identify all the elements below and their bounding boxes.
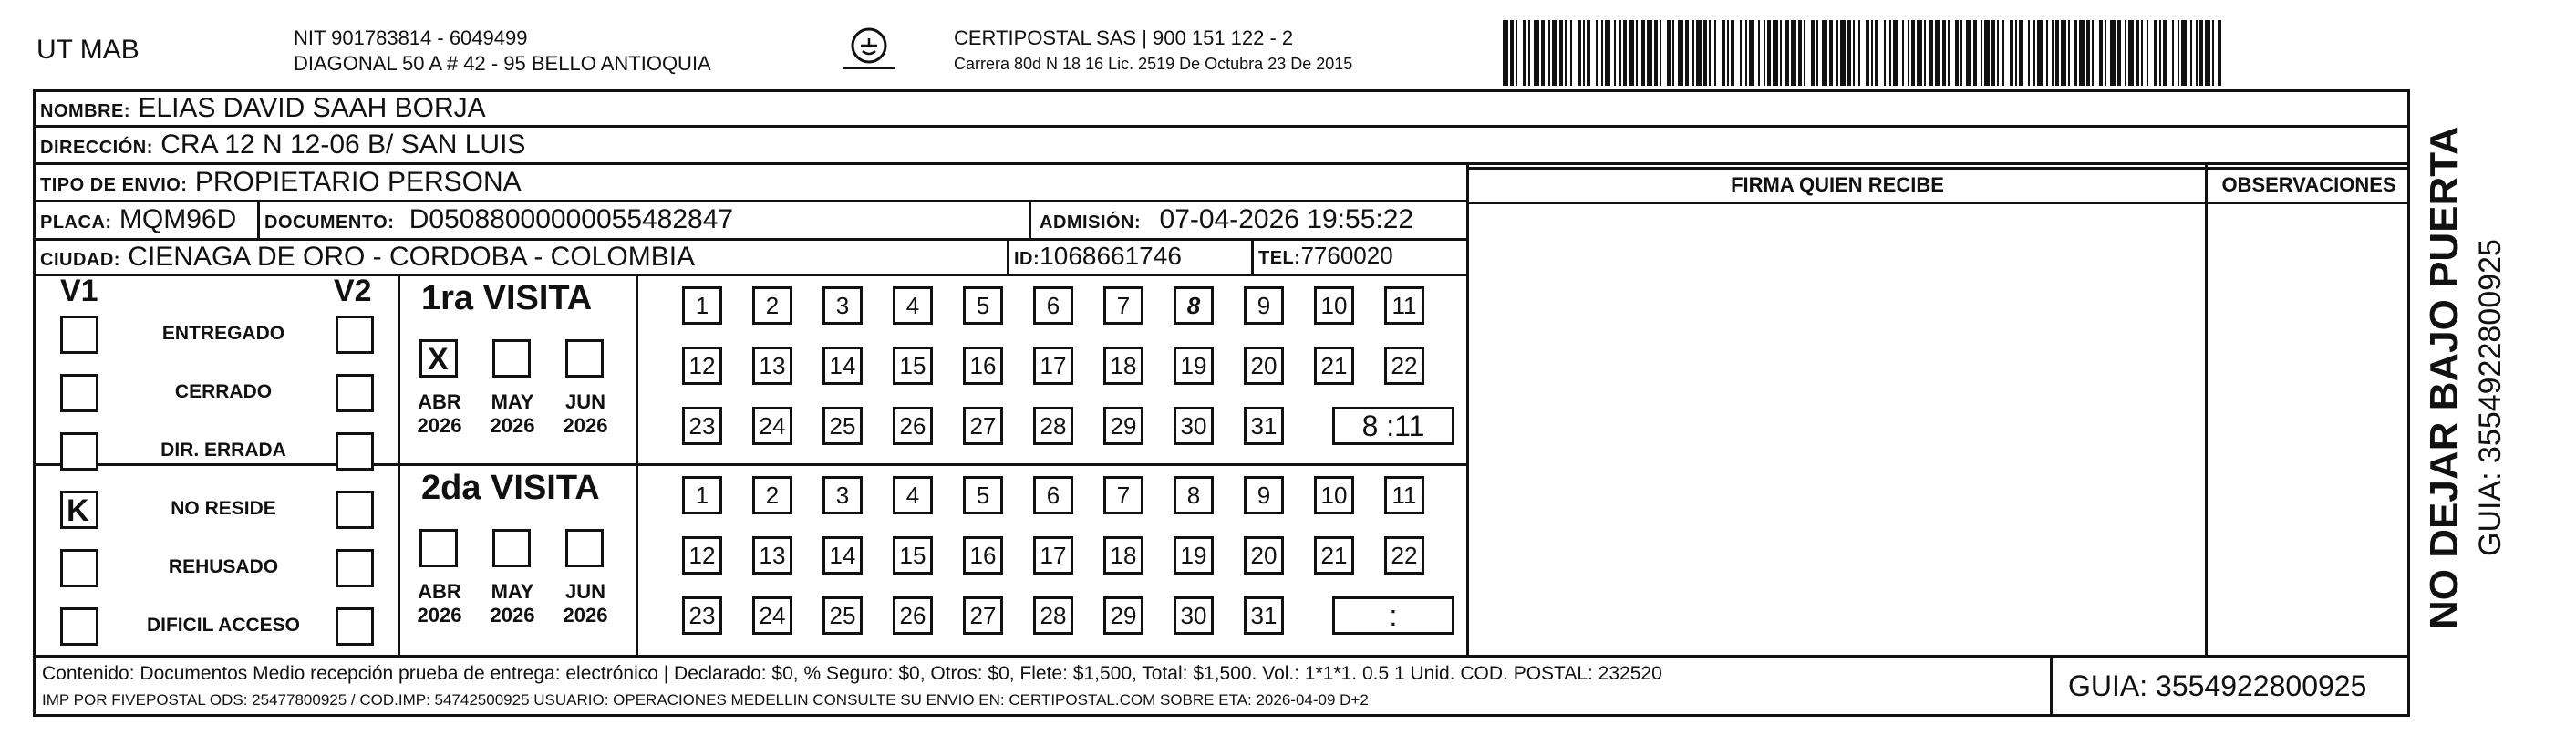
type-row xyxy=(40,167,522,198)
v2-checkbox-5[interactable] xyxy=(336,607,374,646)
name-row xyxy=(40,93,486,124)
plate-label: PLACA: xyxy=(40,212,112,233)
day-box[interactable]: 19 xyxy=(1174,536,1214,575)
day-box[interactable]: 22 xyxy=(1384,536,1424,575)
v1-checkbox-4[interactable] xyxy=(60,549,98,587)
day-box[interactable]: 15 xyxy=(893,347,933,385)
v1-checkbox-3[interactable] xyxy=(60,491,98,529)
id-row xyxy=(1014,242,1182,271)
day-box[interactable]: 13 xyxy=(752,347,792,385)
day-box[interactable]: 5 xyxy=(963,286,1003,325)
day-box[interactable]: 18 xyxy=(1103,347,1143,385)
tel-row xyxy=(1258,242,1393,270)
day-box[interactable]: 28 xyxy=(1033,407,1073,445)
day-box[interactable]: 8 xyxy=(1174,476,1214,514)
day-box[interactable]: 21 xyxy=(1314,536,1354,575)
month-label: ABR 2026 xyxy=(417,390,462,437)
v1-checkbox-0[interactable] xyxy=(60,316,98,354)
day-box[interactable]: 14 xyxy=(822,536,863,575)
month-checkbox[interactable] xyxy=(565,529,604,567)
day-box[interactable]: 1 xyxy=(682,286,722,325)
admission-value: 07-04-2026 19:55:22 xyxy=(1159,204,1414,234)
month-checkbox[interactable] xyxy=(565,339,604,378)
footer-contents: Contenido: Documentos Medio recepción prueba de entrega: electrónico | Declarado: $0, % Seguro: $0, Otros: $0, Flete: $1,500, Total: $1,500. Vol.: 1*1*1. 0.5 1 Unid. COD. POSTAL: 232520 xyxy=(42,663,1662,684)
month-label: MAY 2026 xyxy=(490,390,535,437)
status-label: CERRADO xyxy=(174,381,273,402)
day-box[interactable]: 25 xyxy=(822,407,863,445)
visit-title: 1ra VISITA xyxy=(421,279,593,317)
footer-guia: GUIA: 3554922800925 xyxy=(2068,669,2367,702)
day-box[interactable]: 15 xyxy=(893,536,933,575)
address-label: DIRECCIÓN: xyxy=(40,138,153,158)
month-check-mark: X xyxy=(428,342,449,377)
day-box[interactable]: 2 xyxy=(752,476,792,514)
day-box[interactable]: 17 xyxy=(1033,536,1073,575)
admission-label: ADMISIÓN: xyxy=(1040,212,1142,233)
company-nit: NIT 901783814 - 6049499 xyxy=(294,26,528,49)
day-box[interactable]: 5 xyxy=(963,476,1003,514)
day-box[interactable]: 6 xyxy=(1033,286,1073,325)
address-row xyxy=(40,130,525,161)
status-label: NO RESIDE xyxy=(171,498,276,519)
v1-checkbox-2[interactable] xyxy=(60,432,98,471)
day-box[interactable]: 26 xyxy=(893,407,933,445)
visit-time-box[interactable]: 8 :11 xyxy=(1332,407,1454,445)
day-box[interactable]: 13 xyxy=(752,536,792,575)
document-value: D05088000000055482847 xyxy=(409,204,734,234)
observations-header: OBSERVACIONES xyxy=(2221,173,2396,196)
day-box[interactable]: 12 xyxy=(682,347,722,385)
tel-value: 7760020 xyxy=(1300,242,1393,269)
document-row xyxy=(264,204,733,235)
day-box[interactable]: 17 xyxy=(1033,347,1073,385)
day-box[interactable]: 11 xyxy=(1384,476,1424,514)
day-box[interactable]: 29 xyxy=(1103,596,1143,635)
v2-header: V2 xyxy=(334,274,372,308)
day-box[interactable]: 7 xyxy=(1103,286,1143,325)
day-box[interactable]: 27 xyxy=(963,596,1003,635)
day-box[interactable]: 7 xyxy=(1103,476,1143,514)
month-label: MAY 2026 xyxy=(490,580,535,627)
day-box[interactable]: 27 xyxy=(963,407,1003,445)
day-box[interactable]: 3 xyxy=(822,476,863,514)
day-box[interactable]: 25 xyxy=(822,596,863,635)
day-box[interactable]: 26 xyxy=(893,596,933,635)
v1-check-mark: K xyxy=(67,493,89,528)
city-label: CIUDAD: xyxy=(40,250,120,270)
day-box[interactable]: 1 xyxy=(682,476,722,514)
plate-value: MQM96D xyxy=(119,204,237,234)
day-box[interactable]: 31 xyxy=(1244,407,1284,445)
shipment-type: PROPIETARIO PERSONA xyxy=(194,167,522,197)
name-label: NOMBRE: xyxy=(40,101,131,121)
v2-checkbox-0[interactable] xyxy=(336,316,374,354)
day-box[interactable]: 30 xyxy=(1174,596,1214,635)
month-label: ABR 2026 xyxy=(417,580,462,627)
side-warning: NO DEJAR BAJO PUERTA xyxy=(2422,126,2467,629)
day-box[interactable]: 16 xyxy=(963,536,1003,575)
day-box[interactable]: 11 xyxy=(1384,286,1424,325)
status-label: REHUSADO xyxy=(168,556,279,577)
day-box[interactable]: 10 xyxy=(1314,476,1354,514)
day-box[interactable]: 14 xyxy=(822,347,863,385)
status-label: ENTREGADO xyxy=(161,323,285,344)
day-box[interactable]: 29 xyxy=(1103,407,1143,445)
day-box[interactable]: 20 xyxy=(1244,536,1284,575)
month-label: JUN 2026 xyxy=(563,580,608,627)
v2-checkbox-3[interactable] xyxy=(336,491,374,529)
day-box[interactable]: 19 xyxy=(1174,347,1214,385)
footer-imp: IMP POR FIVEPOSTAL ODS: 25477800925 / COD.IMP: 54742500925 USUARIO: OPERACIONES MEDELLIN CONSULTE SU ENVIO EN: CERTIPOSTAL.COM SOBRE ETA: 2026-04-09 D+2 xyxy=(42,691,1369,709)
side-guia: GUIA: 3554922800925 xyxy=(2473,239,2508,556)
id-label: ID: xyxy=(1014,249,1040,269)
month-checkbox[interactable] xyxy=(419,339,458,378)
v2-checkbox-2[interactable] xyxy=(336,432,374,471)
carrier-name: CERTIPOSTAL SAS | 900 151 122 - 2 xyxy=(954,26,1294,49)
id-value: 1068661746 xyxy=(1040,242,1182,270)
day-box[interactable]: 6 xyxy=(1033,476,1073,514)
day-box[interactable]: 20 xyxy=(1244,347,1284,385)
v1-header: V1 xyxy=(60,274,98,308)
day-box[interactable]: 31 xyxy=(1244,596,1284,635)
barcode xyxy=(1503,20,2232,86)
status-label: DIFICIL ACCESO xyxy=(146,615,300,636)
day-box[interactable]: 22 xyxy=(1384,347,1424,385)
month-checkbox[interactable] xyxy=(419,529,458,567)
city-row xyxy=(40,242,695,273)
v1-checkbox-1[interactable] xyxy=(60,374,98,412)
status-label: DIR. ERRADA xyxy=(160,440,286,461)
v2-checkbox-4[interactable] xyxy=(336,549,374,587)
signature-header: FIRMA QUIEN RECIBE xyxy=(1731,173,1944,196)
plate-row xyxy=(40,204,236,235)
day-box[interactable]: 12 xyxy=(682,536,722,575)
v1-checkbox-5[interactable] xyxy=(60,607,98,646)
admission-row xyxy=(1040,204,1413,235)
tel-label: TEL: xyxy=(1258,248,1301,268)
document-label: DOCUMENTO: xyxy=(264,212,395,233)
day-box[interactable]: 3 xyxy=(822,286,863,325)
day-box[interactable]: 9 xyxy=(1244,476,1284,514)
certipostal-logo xyxy=(837,26,901,77)
visit-title: 2da VISITA xyxy=(421,469,600,507)
day-box[interactable]: 24 xyxy=(752,407,792,445)
day-box[interactable]: 4 xyxy=(893,476,933,514)
month-checkbox[interactable] xyxy=(492,529,531,567)
company-address: DIAGONAL 50 A # 42 - 95 BELLO ANTIOQUIA xyxy=(294,52,711,75)
carrier-address: Carrera 80d N 18 16 Lic. 2519 De Octubra 23 De 2015 xyxy=(954,55,1353,73)
type-label: TIPO DE ENVIO: xyxy=(40,175,188,195)
city-value: CIENAGA DE ORO - CORDOBA - COLOMBIA xyxy=(128,242,696,272)
day-box[interactable]: 24 xyxy=(752,596,792,635)
visit-time-box[interactable]: : xyxy=(1332,596,1454,635)
day-box[interactable]: 21 xyxy=(1314,347,1354,385)
day-box[interactable]: 28 xyxy=(1033,596,1073,635)
day-box[interactable]: 10 xyxy=(1314,286,1354,325)
day-box[interactable]: 30 xyxy=(1174,407,1214,445)
day-box[interactable]: 18 xyxy=(1103,536,1143,575)
company-name: UT MAB xyxy=(36,35,140,65)
v2-checkbox-1[interactable] xyxy=(336,374,374,412)
day-box[interactable]: 16 xyxy=(963,347,1003,385)
day-box[interactable]: 8 xyxy=(1174,286,1214,325)
day-box[interactable]: 23 xyxy=(682,407,722,445)
month-label: JUN 2026 xyxy=(563,390,608,437)
month-checkbox[interactable] xyxy=(492,339,531,378)
day-box[interactable]: 2 xyxy=(752,286,792,325)
day-box[interactable]: 4 xyxy=(893,286,933,325)
day-box[interactable]: 9 xyxy=(1244,286,1284,325)
recipient-name: ELIAS DAVID SAAH BORJA xyxy=(138,93,486,123)
recipient-address: CRA 12 N 12-06 B/ SAN LUIS xyxy=(160,130,526,160)
day-box[interactable]: 23 xyxy=(682,596,722,635)
